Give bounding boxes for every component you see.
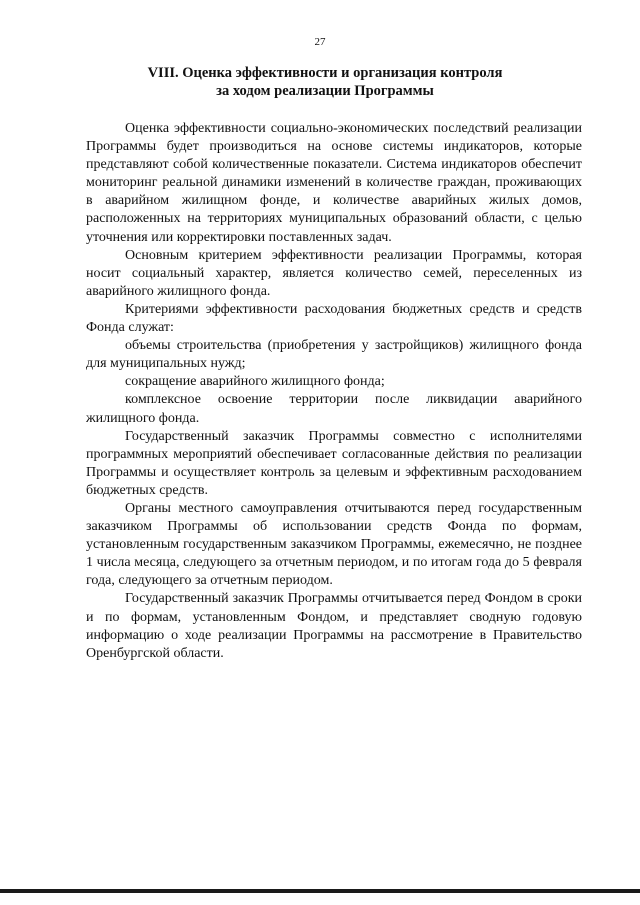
section-heading-line-1: VIII. Оценка эффективности и организация контроля bbox=[147, 65, 503, 81]
document-body bbox=[86, 120, 582, 663]
paragraph-local-reporting: Органы местного самоуправления отчитываются перед государственным заказчиком Программы об использовании средств Фонда по формам, установленным государственным заказчиком Программы, ежемесячно, не позднее 1 числа месяца, следующего за отчетным периодом, и по итогам года до 5 февраля года, следующего за отчетным периодом. bbox=[86, 500, 582, 589]
criteria-item-development: комплексное освоение территории после ликвидации аварийного жилищного фонда. bbox=[86, 392, 582, 426]
paragraph-indicators: Оценка эффективности социально-экономических последствий реализации Программы будет производиться на основе системы индикаторов, которые представляют собой количественные показатели. Система индикаторов обеспечит мониторинг реальной динамики изменений в количестве граждан, проживающих в аварийном жилищном фонде, и количестве аварийных жилых домов, расположенных на территориях муниципальных образований области, с целью уточнения или корректировки поставленных задач. bbox=[86, 121, 582, 245]
paragraph-efficiency-criteria: Критериями эффективности расходования бюджетных средств и средств Фонда служат: bbox=[86, 301, 582, 336]
page-number: 27 bbox=[314, 36, 326, 48]
section-heading-line-2: за ходом реализации Программы bbox=[216, 83, 434, 99]
paragraph-main-criterion: Основным критерием эффективности реализации Программы, которая носит социальный характер, является количество семей, переселенных из аварийного жилищного фонда. bbox=[86, 247, 582, 299]
criteria-item-construction: объемы строительства (приобретения у застройщиков) жилищного фонда для муниципальных нужд; bbox=[86, 338, 582, 372]
criteria-item-reduction: сокращение аварийного жилищного фонда; bbox=[125, 374, 385, 390]
section-heading bbox=[60, 64, 590, 100]
bottom-border-rule bbox=[0, 889, 640, 893]
paragraph-state-customer-control: Государственный заказчик Программы совместно с исполнителями программных мероприятий обеспечивает согласованные действия по реализации Программы и осуществляет контроль за целевым и эффективным расходованием бюджетных средств. bbox=[86, 428, 582, 498]
paragraph-annual-reporting: Государственный заказчик Программы отчитывается перед Фондом в сроки и по формам, установленным Фондом, и представляет сводную годовую информацию о ходе реализации Программы на рассмотрение в Правительство Оренбургской области. bbox=[86, 591, 582, 661]
